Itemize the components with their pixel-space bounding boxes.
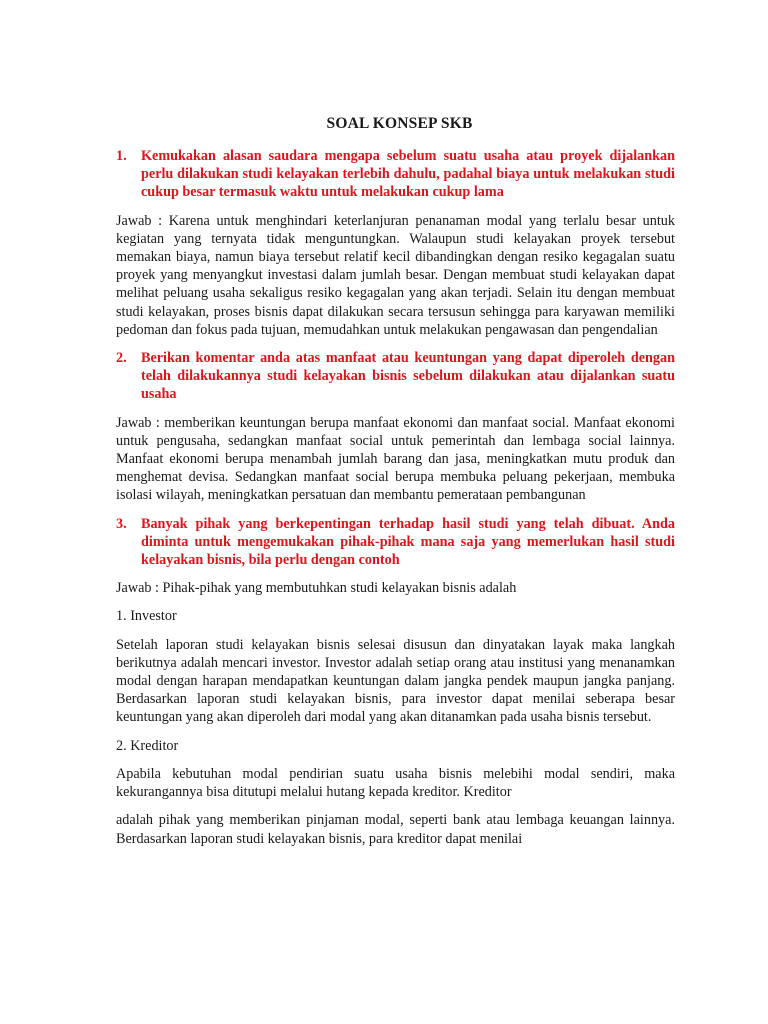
answer-1: Jawab : Karena untuk menghindari keterlanjuran penanaman modal yang terlalu besar untuk kegiatan yang ternyata tidak menguntungkan. Walaupun studi kelayakan proyek tersebut memakan biaya, namun biaya tersebut relatif kecil dibandingkan dengan resiko kegagalan suatu proyek yang menyangkut investasi dalam jumlah besar. Dengan membuat studi kelayakan dapat melihat peluang usaha sekaligus resiko kegagalan yang akan terjadi. Selain itu dengan membuat studi kelayakan, proses bisnis dapat dilakukan secara tersusun sehingga para karyawan memiliki pedoman dan fokus pada tujuan, memudahkan untuk melakukan pengawasan dan pengendalian	[116, 212, 675, 338]
item-2-text-a: Apabila kebutuhan modal pendirian suatu usaha bisnis melebihi modal sendiri, maka kekurangannya bisa ditutupi melalui hutang kepada kreditor. Kreditor	[116, 765, 675, 801]
question-1-number: 1.	[116, 148, 127, 164]
question-3	[116, 515, 675, 570]
question-3-number: 3.	[116, 515, 127, 532]
question-1	[116, 147, 675, 202]
item-1-text: Setelah laporan studi kelayakan bisnis selesai disusun dan dinyatakan layak maka langkah berikutnya adalah mencari investor. Investor adalah setiap orang atau institusi yang menanamkan modal dengan harapan mendapatkan keuntungan dalam jangka pendek maupun jangka panjang. Berdasarkan laporan studi kelayakan bisnis, para investor dapat menilai seberapa besar keuntungan yang akan diperoleh dari modal yang akan ditanamkan pada usaha bisnis tersebut.	[116, 636, 675, 726]
item-1-heading: 1. Investor	[116, 608, 177, 625]
question-3-text: Banyak pihak yang berkepentingan terhadap hasil studi yang telah dibuat. Anda diminta untuk mengemukakan pihak-pihak mana saja yang memerlukan hasil studi kelayakan bisnis, bila perlu dengan contoh	[141, 515, 675, 569]
answer-3-intro: Jawab : Pihak-pihak yang membutuhkan studi kelayakan bisnis adalah	[116, 580, 517, 597]
item-2-text-b: adalah pihak yang memberikan pinjaman modal, seperti bank atau lembaga keuangan lainnya. Berdasarkan laporan studi kelayakan bisnis, para kreditor dapat menilai	[116, 812, 675, 847]
item-2-heading: 2. Kreditor	[116, 737, 179, 754]
answer-2: Jawab : memberikan keuntungan berupa manfaat ekonomi dan manfaat social. Manfaat ekonomi untuk pengusaha, sedangkan manfaat social untuk pemerintah dan lembaga social lainnya. Manfaat ekonomi berupa menambah jumlah barang dan jasa, meningkatkan mutu produk dan menghemat devisa. Sedangkan manfaat social berupa membuka peluang pekerjaan, membuka isolasi wilayah, meningkatkan persatuan dan membantu pemerataan pembangunan	[116, 414, 675, 504]
question-2-text: Berikan komentar anda atas manfaat atau keuntungan yang dapat diperoleh dengan telah dilakukannya studi kelayakan bisnis sebelum dilakukan atau dijalankan suatu usaha	[141, 350, 675, 403]
question-2	[116, 349, 675, 404]
document-title: SOAL KONSEP SKB	[326, 115, 473, 132]
question-1-text: Kemukakan alasan saudara mengapa sebelum suatu usaha atau proyek dijalankan perlu dilakukan studi kelayakan terlebih dahulu, padahal biaya untuk melakukan studi cukup besar termasuk waktu untuk melakukan cukup lama	[141, 148, 675, 201]
question-2-number: 2.	[116, 350, 127, 367]
